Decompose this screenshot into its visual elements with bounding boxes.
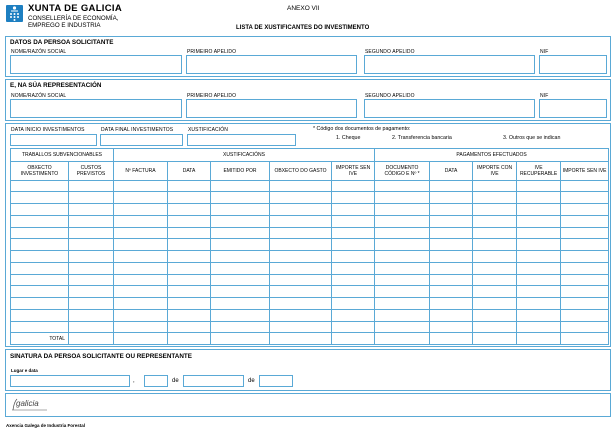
table-cell[interactable]: [168, 286, 211, 298]
table-cell[interactable]: [11, 286, 69, 298]
table-cell[interactable]: [211, 298, 270, 310]
table-cell[interactable]: [69, 251, 114, 263]
table-cell[interactable]: [517, 180, 561, 192]
table-cell[interactable]: [168, 262, 211, 274]
table-cell[interactable]: [270, 180, 332, 192]
table-cell[interactable]: [11, 239, 69, 251]
table-row: [11, 192, 609, 204]
table-cell[interactable]: [114, 192, 168, 204]
justification-label: XUSTIFICACIÓN: [188, 127, 228, 133]
table-cell[interactable]: [430, 286, 473, 298]
group-header-justifications: XUSTIFICACIÓNS: [114, 149, 375, 162]
table-cell[interactable]: [430, 333, 473, 345]
table-cell[interactable]: [430, 227, 473, 239]
start-date-label: DATA INICIO INVESTIMENTOS: [11, 127, 85, 133]
column-header: IMPORTE CON IVE: [473, 161, 517, 180]
group-header-payments: PAGAMENTOS EFECTUADOS: [375, 149, 609, 162]
table-cell[interactable]: [168, 215, 211, 227]
table-cell[interactable]: [211, 262, 270, 274]
table-cell[interactable]: [211, 215, 270, 227]
department-line-1: CONSELLERÍA DE ECONOMÍA,: [28, 15, 119, 22]
table-cell[interactable]: [561, 309, 609, 321]
table-cell[interactable]: [473, 321, 517, 333]
column-header: IMPORTE SEN IVE: [332, 161, 375, 180]
table-cell[interactable]: [517, 251, 561, 263]
applicant-nif-field[interactable]: [539, 55, 607, 74]
table-cell[interactable]: [114, 321, 168, 333]
table-cell[interactable]: [114, 262, 168, 274]
day-field[interactable]: [144, 375, 168, 387]
table-cell[interactable]: [561, 333, 609, 345]
table-cell[interactable]: [332, 262, 375, 274]
table-cell[interactable]: [517, 262, 561, 274]
table-cell[interactable]: [69, 239, 114, 251]
column-header: DATA: [168, 161, 211, 180]
signature-section-title: SINATURA DA PERSOA SOLICITANTE OU REPRESENTANTE: [10, 353, 192, 360]
applicant-name-field[interactable]: [10, 55, 182, 74]
table-cell[interactable]: [69, 227, 114, 239]
table-cell[interactable]: [168, 251, 211, 263]
table-cell[interactable]: [473, 192, 517, 204]
table-cell[interactable]: [517, 309, 561, 321]
annex-label: ANEXO VII: [287, 5, 320, 12]
table-cell[interactable]: [270, 309, 332, 321]
column-header: IVE RECUPERABLE: [517, 161, 561, 180]
column-header: DATA: [430, 161, 473, 180]
table-cell[interactable]: [517, 321, 561, 333]
de-separator-2: de: [248, 378, 255, 384]
table-cell[interactable]: [270, 286, 332, 298]
table-cell[interactable]: [473, 251, 517, 263]
column-header-row: [11, 161, 609, 180]
table-cell[interactable]: [473, 262, 517, 274]
table-cell[interactable]: [332, 204, 375, 216]
table-cell[interactable]: [270, 274, 332, 286]
table-cell[interactable]: [11, 321, 69, 333]
table-cell[interactable]: [561, 274, 609, 286]
table-cell[interactable]: [375, 215, 430, 227]
place-date-label: Lugar e data: [11, 368, 38, 373]
table-cell[interactable]: [211, 321, 270, 333]
galicia-logo-text: galicia: [16, 399, 39, 408]
table-cell[interactable]: [561, 192, 609, 204]
table-cell[interactable]: [211, 180, 270, 192]
table-cell[interactable]: [473, 227, 517, 239]
table-cell[interactable]: [168, 298, 211, 310]
table-cell[interactable]: [561, 204, 609, 216]
table-cell[interactable]: [270, 321, 332, 333]
table-cell[interactable]: [211, 239, 270, 251]
table-row: [11, 274, 609, 286]
table-cell[interactable]: [332, 333, 375, 345]
table-cell[interactable]: [561, 215, 609, 227]
table-cell[interactable]: [517, 239, 561, 251]
table-cell[interactable]: [168, 274, 211, 286]
table-cell[interactable]: [211, 204, 270, 216]
table-cell[interactable]: [375, 180, 430, 192]
applicant-nif-label: NIF: [540, 49, 549, 55]
table-row: [11, 309, 609, 321]
table-cell[interactable]: [168, 192, 211, 204]
table-cell[interactable]: [270, 227, 332, 239]
table-cell[interactable]: [332, 309, 375, 321]
group-header-works: TRABALLOS SUBVENCIONABLES: [11, 149, 114, 162]
table-cell[interactable]: [561, 239, 609, 251]
table-cell[interactable]: [430, 192, 473, 204]
table-row: [11, 180, 609, 192]
table-cell[interactable]: [473, 298, 517, 310]
table-row: [11, 239, 609, 251]
table-cell[interactable]: [114, 274, 168, 286]
total-row: [11, 333, 609, 345]
table-cell[interactable]: [211, 333, 270, 345]
table-cell[interactable]: [11, 309, 69, 321]
table-cell[interactable]: [375, 286, 430, 298]
page-title: LISTA DE XUSTIFICANTES DO INVESTIMENTO: [236, 25, 370, 31]
table-cell[interactable]: [168, 204, 211, 216]
table-cell[interactable]: [69, 333, 114, 345]
table-cell[interactable]: [517, 204, 561, 216]
representative-surname2-field[interactable]: [364, 99, 535, 118]
table-cell[interactable]: [561, 262, 609, 274]
de-separator-1: de: [172, 378, 179, 384]
table-cell[interactable]: [375, 204, 430, 216]
table-cell[interactable]: [517, 227, 561, 239]
table-cell[interactable]: [375, 239, 430, 251]
table-cell[interactable]: [168, 180, 211, 192]
table-cell[interactable]: [211, 251, 270, 263]
payment-option-transfer: 2. Transferencia bancaria: [392, 135, 452, 141]
table-cell[interactable]: [332, 274, 375, 286]
payment-option-other: 3. Outros que se indican: [503, 135, 561, 141]
table-cell[interactable]: [517, 192, 561, 204]
table-cell[interactable]: [375, 192, 430, 204]
table-cell[interactable]: [473, 333, 517, 345]
table-cell[interactable]: [11, 262, 69, 274]
table-cell[interactable]: [211, 227, 270, 239]
brand-name: XUNTA DE GALICIA: [28, 3, 122, 14]
table-cell[interactable]: [211, 274, 270, 286]
table-cell[interactable]: [11, 180, 69, 192]
table-cell[interactable]: [430, 251, 473, 263]
table-cell[interactable]: [473, 215, 517, 227]
table-cell[interactable]: [114, 298, 168, 310]
column-header: Nº FACTURA: [114, 161, 168, 180]
table-cell[interactable]: [69, 286, 114, 298]
table-cell[interactable]: [270, 333, 332, 345]
table-cell[interactable]: [270, 298, 332, 310]
table-cell[interactable]: [473, 180, 517, 192]
comma-separator: ,: [133, 378, 135, 384]
table-cell[interactable]: [69, 215, 114, 227]
table-cell[interactable]: [69, 192, 114, 204]
column-header: OBXECTO DO GASTO: [270, 161, 332, 180]
payment-codes-note: * Código dos documentos de pagamento:: [313, 126, 411, 132]
table-cell[interactable]: [11, 298, 69, 310]
table-cell[interactable]: [11, 204, 69, 216]
table-cell[interactable]: [561, 227, 609, 239]
table-cell[interactable]: [430, 239, 473, 251]
table-cell[interactable]: [270, 251, 332, 263]
representative-name-field[interactable]: [10, 99, 182, 118]
table-row: [11, 321, 609, 333]
applicant-surname2-label: SEGUNDO APELIDO: [365, 49, 415, 55]
month-field[interactable]: [183, 375, 244, 387]
table-cell[interactable]: [69, 309, 114, 321]
table-cell[interactable]: [517, 215, 561, 227]
table-cell[interactable]: [517, 298, 561, 310]
applicant-surname2-field[interactable]: [364, 55, 535, 74]
table-cell[interactable]: [270, 215, 332, 227]
column-header: DOCUMENTO CÓDIGO E Nº *: [375, 161, 430, 180]
table-cell[interactable]: [114, 309, 168, 321]
department-line-2: EMPREGO E INDUSTRIA: [28, 22, 101, 29]
applicant-section-title: DATOS DA PERSOA SOLICITANTE: [10, 39, 114, 46]
table-cell[interactable]: [332, 298, 375, 310]
table-cell[interactable]: [561, 286, 609, 298]
column-header: OBXECTO INVESTIMENTO: [11, 161, 69, 180]
table-cell[interactable]: [473, 239, 517, 251]
table-row: [11, 262, 609, 274]
table-cell[interactable]: [561, 321, 609, 333]
table-row: [11, 204, 609, 216]
table-row: [11, 298, 609, 310]
agency-name: Axencia Galega de Industria Forestal: [6, 423, 86, 428]
representative-surname1-label: PRIMEIRO APELIDO: [187, 93, 237, 99]
table-cell[interactable]: [270, 262, 332, 274]
place-field[interactable]: [10, 375, 130, 387]
xunta-emblem-icon: [6, 5, 23, 22]
representative-nif-label: NIF: [540, 93, 549, 99]
table-cell[interactable]: [69, 262, 114, 274]
table-cell[interactable]: [473, 204, 517, 216]
year-field[interactable]: [259, 375, 293, 387]
table-cell[interactable]: [375, 309, 430, 321]
start-date-field[interactable]: [10, 134, 97, 146]
table-cell[interactable]: [375, 262, 430, 274]
table-cell[interactable]: [332, 321, 375, 333]
applicant-name-label: NOME/RAZÓN SOCIAL: [11, 49, 67, 55]
representative-surname1-field[interactable]: [186, 99, 357, 118]
table-cell[interactable]: [375, 227, 430, 239]
table-row: [11, 286, 609, 298]
table-cell[interactable]: [69, 321, 114, 333]
table-cell[interactable]: [561, 298, 609, 310]
table-cell[interactable]: [332, 192, 375, 204]
representative-section-title: E, NA SÚA REPRESENTACIÓN: [10, 82, 102, 89]
table-cell[interactable]: [375, 298, 430, 310]
table-cell[interactable]: [375, 274, 430, 286]
table-cell[interactable]: [517, 286, 561, 298]
table-cell[interactable]: [69, 298, 114, 310]
column-header: IMPORTE SEN IVE: [561, 161, 609, 180]
table-cell[interactable]: [430, 204, 473, 216]
table-cell[interactable]: [561, 180, 609, 192]
table-cell[interactable]: [430, 309, 473, 321]
table-cell[interactable]: [168, 227, 211, 239]
table-cell[interactable]: [69, 180, 114, 192]
table-cell[interactable]: [168, 321, 211, 333]
table-cell[interactable]: [332, 180, 375, 192]
representative-surname2-label: SEGUNDO APELIDO: [365, 93, 415, 99]
table-cell[interactable]: [473, 286, 517, 298]
table-cell[interactable]: [11, 251, 69, 263]
table-cell[interactable]: [473, 309, 517, 321]
table-cell[interactable]: [69, 204, 114, 216]
table-cell[interactable]: [114, 286, 168, 298]
footer-logo-box: [5, 393, 611, 417]
table-cell[interactable]: [168, 333, 211, 345]
table-cell[interactable]: [114, 333, 168, 345]
justification-field[interactable]: [187, 134, 296, 146]
table-row: [11, 251, 609, 263]
table-cell[interactable]: [11, 192, 69, 204]
table-cell[interactable]: [332, 227, 375, 239]
representative-name-label: NOME/RAZÓN SOCIAL: [11, 93, 67, 99]
payment-option-cheque: 1. Cheque: [336, 135, 361, 141]
table-cell[interactable]: [11, 215, 69, 227]
table-cell[interactable]: [332, 251, 375, 263]
table-cell[interactable]: [430, 321, 473, 333]
column-header: EMITIDO POR: [211, 161, 270, 180]
table-cell[interactable]: [517, 333, 561, 345]
table-cell[interactable]: [332, 215, 375, 227]
end-date-label: DATA FINAL INVESTIMENTOS: [101, 127, 174, 133]
table-cell[interactable]: [11, 274, 69, 286]
table-cell[interactable]: [430, 298, 473, 310]
table-cell[interactable]: [473, 274, 517, 286]
justifications-table: [10, 148, 609, 345]
end-date-field[interactable]: [100, 134, 183, 146]
table-cell[interactable]: [211, 309, 270, 321]
table-cell[interactable]: [211, 192, 270, 204]
applicant-surname1-field[interactable]: [186, 55, 357, 74]
table-cell[interactable]: [11, 227, 69, 239]
total-label: TOTAL: [11, 333, 69, 345]
table-row: [11, 227, 609, 239]
table-row: [11, 215, 609, 227]
table-cell[interactable]: [114, 227, 168, 239]
table-cell[interactable]: [561, 251, 609, 263]
table-cell[interactable]: [517, 274, 561, 286]
table-cell[interactable]: [114, 204, 168, 216]
table-cell[interactable]: [114, 180, 168, 192]
table-cell[interactable]: [270, 192, 332, 204]
table-cell[interactable]: [69, 274, 114, 286]
table-cell[interactable]: [168, 239, 211, 251]
table-cell[interactable]: [430, 180, 473, 192]
table-cell[interactable]: [270, 239, 332, 251]
representative-nif-field[interactable]: [539, 99, 607, 118]
table-cell[interactable]: [114, 251, 168, 263]
table-cell[interactable]: [211, 286, 270, 298]
table-cell[interactable]: [375, 333, 430, 345]
table-cell[interactable]: [270, 204, 332, 216]
table-cell[interactable]: [430, 262, 473, 274]
table-cell[interactable]: [332, 239, 375, 251]
table-cell[interactable]: [430, 215, 473, 227]
table-cell[interactable]: [375, 321, 430, 333]
applicant-surname1-label: PRIMEIRO APELIDO: [187, 49, 237, 55]
table-cell[interactable]: [332, 286, 375, 298]
table-cell[interactable]: [375, 251, 430, 263]
table-cell[interactable]: [114, 215, 168, 227]
table-cell[interactable]: [168, 309, 211, 321]
table-cell[interactable]: [430, 274, 473, 286]
column-header: CUSTOS PREVISTOS: [69, 161, 114, 180]
table-cell[interactable]: [114, 239, 168, 251]
